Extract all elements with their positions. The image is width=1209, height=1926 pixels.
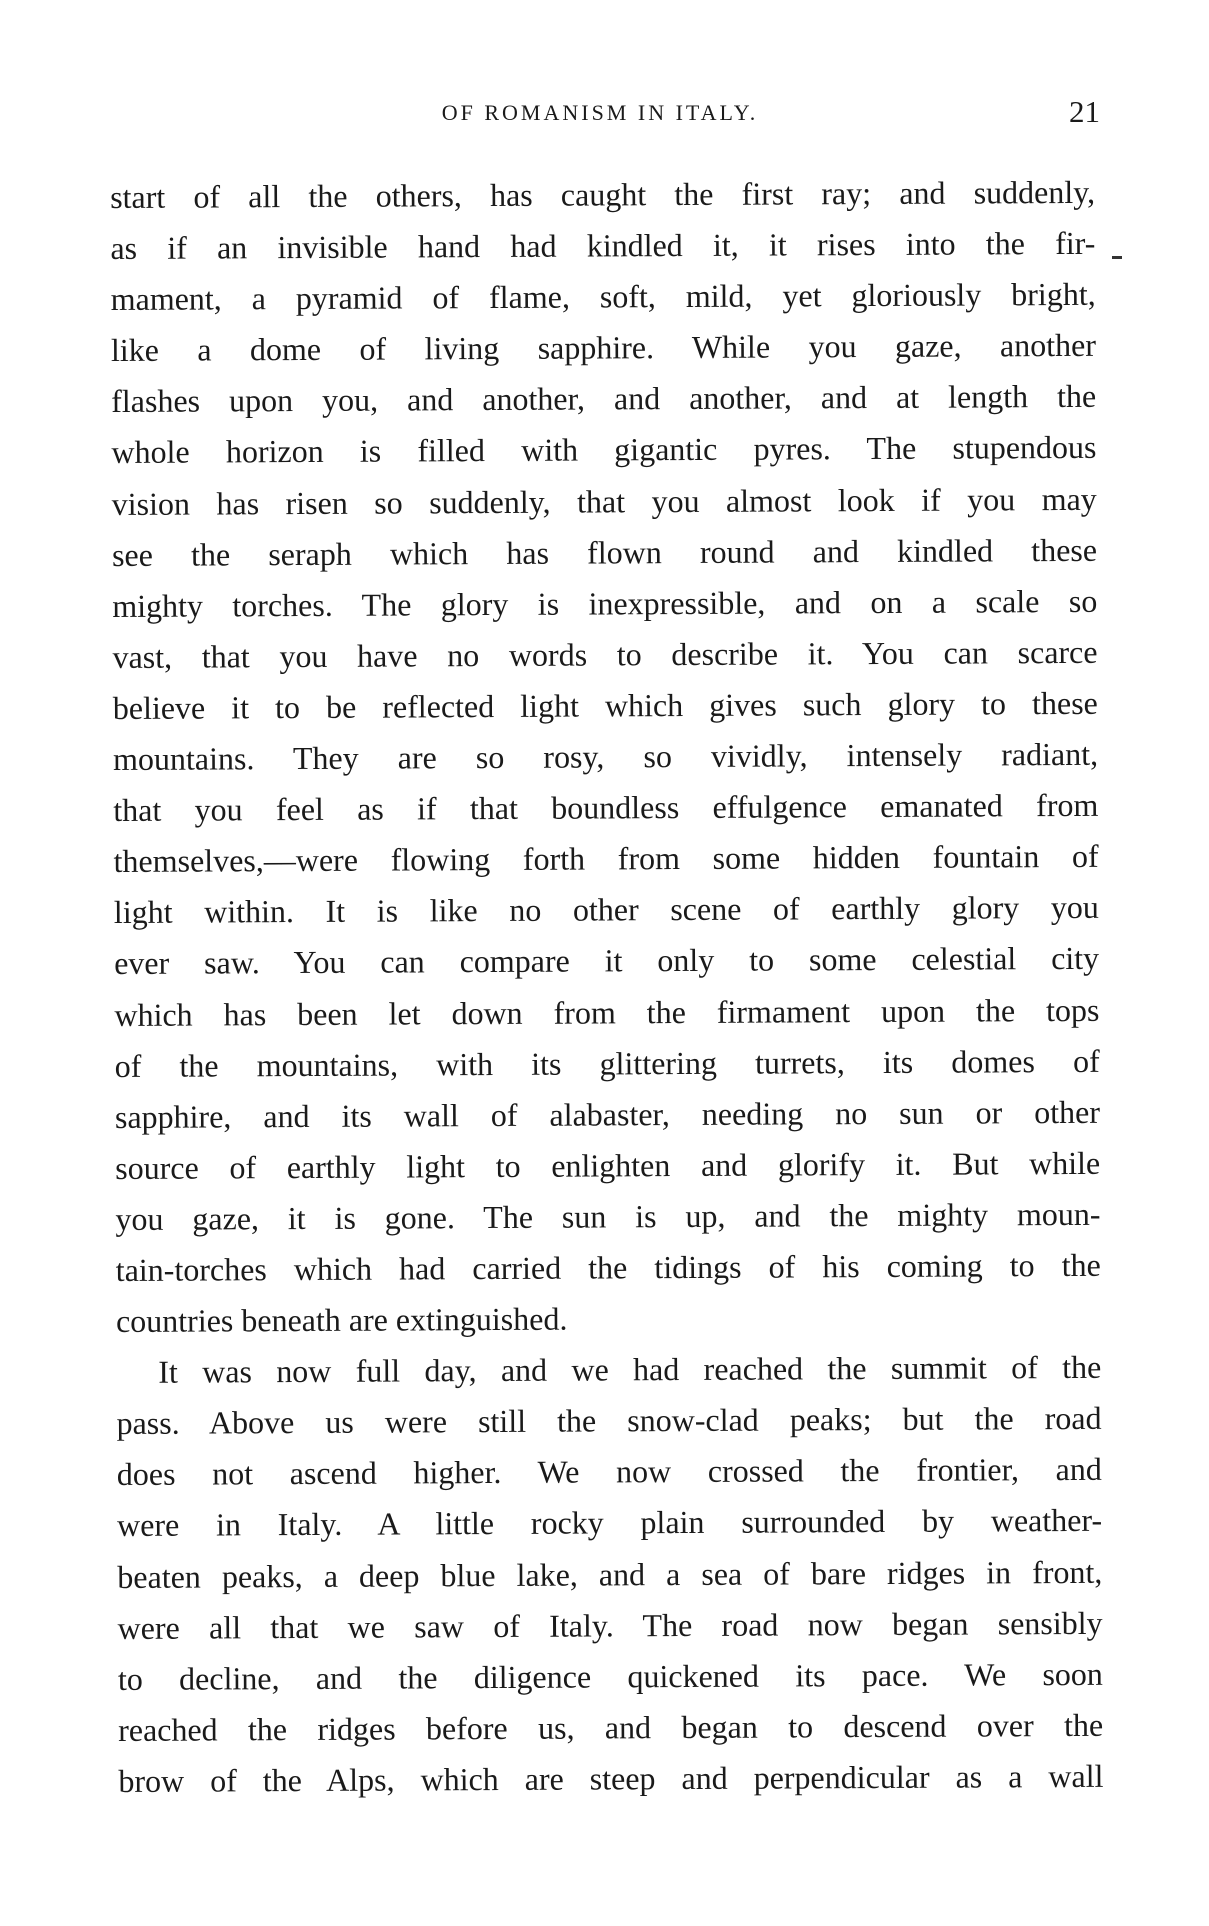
text-line: flashes upon you, and another, and another, and at length the (111, 378, 1097, 420)
text-line: to decline, and the diligence quickened its pace. We soon (117, 1655, 1103, 1697)
text-line: vast, that you have no words to describe it. You can scarce (112, 633, 1098, 675)
text-line: you gaze, it is gone. The sun is up, and the mighty moun- (115, 1195, 1101, 1237)
text-line: believe it to be reflected light which gives such glory to these (112, 684, 1098, 726)
stray-ink-mark (1112, 256, 1122, 259)
text-line: like a dome of living sapphire. While you gaze, another (110, 327, 1097, 369)
text-line: It was now full day, and we had reached the summit of the (158, 1348, 1102, 1390)
text-line: ever saw. You can compare it only to some celestial city (114, 940, 1100, 982)
text-line: see the seraph which has flown round and kindled these (111, 531, 1098, 573)
text-line: sapphire, and its wall of alabaster, needing no sun or other (114, 1093, 1101, 1135)
text-line: light within. It is like no other scene of earthly glory you (113, 889, 1099, 931)
text-line: of the mountains, with its glittering turrets, its domes of (114, 1042, 1100, 1084)
text-line: themselves,—were flowing forth from some hidden fountain of (113, 838, 1099, 880)
text-line: tain-torches which had carried the tidings of his coming to the (115, 1246, 1101, 1288)
text-line: that you feel as if that boundless effulgence emanated from (113, 786, 1099, 829)
text-line: mountains. They are so rosy, so vividly, intensely radiant, (112, 735, 1099, 778)
text-line: start of all the others, has caught the first ray; and suddenly, (110, 173, 1096, 215)
text-line: vision has risen so suddenly, that you almost look if you may (111, 480, 1097, 522)
text-line: pass. Above us were still the snow-clad peaks; but the road (116, 1400, 1102, 1442)
text-line: which has been let down from the firmament upon the tops (114, 991, 1100, 1033)
text-line: mament, a pyramid of flame, soft, mild, yet gloriously bright, (110, 276, 1096, 318)
running-title: OF ROMANISM IN ITALY. (441, 100, 759, 125)
body-text (110, 167, 1104, 1807)
text-line: whole horizon is filled with gigantic pyres. The stupendous (111, 429, 1097, 471)
text-line: countries beneath are extinguished. (115, 1300, 568, 1340)
text-line: were all that we saw of Italy. The road now began sensibly (117, 1604, 1103, 1646)
paragraph-2 (116, 1342, 1103, 1807)
text-line: were in Italy. A little rocky plain surrounded by weather- (116, 1502, 1103, 1544)
text-line: beaten peaks, a deep blue lake, and a sea of bare ridges in front, (117, 1553, 1103, 1595)
text-line: reached the ridges before us, and began to descend over the (118, 1706, 1104, 1748)
text-line: brow of the Alps, which are steep and perpendicular as a wall (118, 1757, 1104, 1799)
paragraph-1 (110, 167, 1101, 1347)
text-line: does not ascend higher. We now crossed the frontier, and (116, 1451, 1102, 1493)
page-number: 21 (1069, 94, 1100, 129)
running-head (100, 94, 1100, 134)
text-line: as if an invisible hand had kindled it, it rises into the fir- (110, 224, 1096, 267)
text-line: source of earthly light to enlighten and glorify it. But while (115, 1144, 1101, 1186)
text-line: mighty torches. The glory is inexpressible, and on a scale so (112, 582, 1098, 624)
